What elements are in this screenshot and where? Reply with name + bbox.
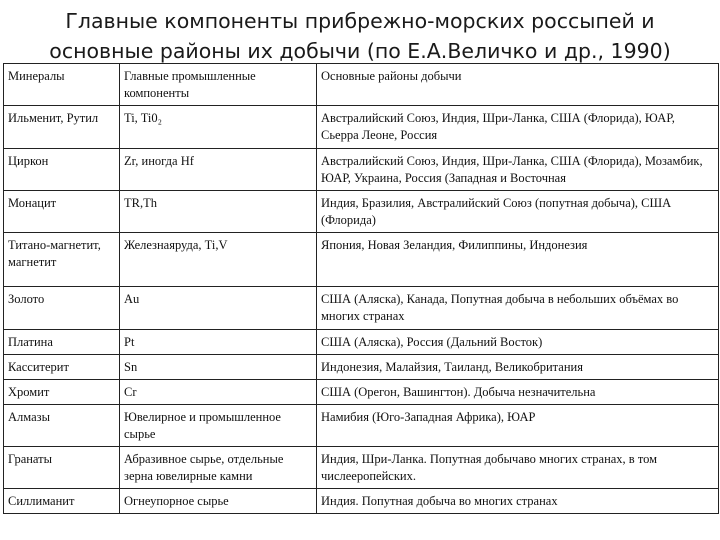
title-line-1: Главные компоненты прибрежно-морских россыпей и bbox=[65, 9, 655, 33]
table-row bbox=[4, 489, 719, 514]
mineral-cell: Платина bbox=[4, 330, 120, 355]
mineral-cell: Хромит bbox=[4, 380, 120, 405]
table-row bbox=[4, 355, 719, 380]
components-cell: Абразивное сырье, отдельные зерна ювелирные камни bbox=[120, 447, 317, 489]
header-cell-regions: Основные районы добычи bbox=[317, 64, 719, 106]
mineral-cell: Гранаты bbox=[4, 447, 120, 489]
regions-cell: Япония, Новая Зеландия, Филиппины, Индонезия bbox=[317, 233, 719, 287]
components-cell: Pt bbox=[120, 330, 317, 355]
regions-cell: Индия. Попутная добыча во многих странах bbox=[317, 489, 719, 514]
regions-cell: США (Аляска), Канада, Попутная добыча в небольших объёмах во многих странах bbox=[317, 287, 719, 330]
components-cell: Au bbox=[120, 287, 317, 330]
table-row bbox=[4, 405, 719, 447]
regions-cell: США (Аляска), Россия (Дальний Восток) bbox=[317, 330, 719, 355]
components-cell: Ti, Ti0₂ bbox=[120, 106, 317, 149]
slide-title bbox=[0, 6, 720, 66]
table-row bbox=[4, 330, 719, 355]
mineral-cell: Силлиманит bbox=[4, 489, 120, 514]
components-cell: Sn bbox=[120, 355, 317, 380]
regions-cell: США (Орегон, Вашингтон). Добыча незначительна bbox=[317, 380, 719, 405]
components-cell: Cr bbox=[120, 380, 317, 405]
mineral-cell: Титано-магнетит, магнетит bbox=[4, 233, 120, 287]
table-row bbox=[4, 380, 719, 405]
table-row bbox=[4, 287, 719, 330]
mineral-cell: Ильменит, Рутил bbox=[4, 106, 120, 149]
header-cell-components: Главные промышленные компоненты bbox=[120, 64, 317, 106]
regions-cell: Намибия (Юго-Западная Африка), ЮАР bbox=[317, 405, 719, 447]
mineral-cell: Алмазы bbox=[4, 405, 120, 447]
components-cell: Zr, иногда Hf bbox=[120, 149, 317, 191]
table-row bbox=[4, 233, 719, 287]
table-row bbox=[4, 106, 719, 149]
mineral-cell: Золото bbox=[4, 287, 120, 330]
mineral-cell: Касситерит bbox=[4, 355, 120, 380]
table-row bbox=[4, 149, 719, 191]
components-cell: TR,Th bbox=[120, 191, 317, 233]
table-row bbox=[4, 191, 719, 233]
table-header-row bbox=[4, 64, 719, 106]
regions-cell: Индия, Шри-Ланка. Попутная добычаво многих странах, в том числееропейских. bbox=[317, 447, 719, 489]
regions-cell: Австралийский Союз, Индия, Шри-Ланка, США (Флорида), ЮАР, Сьерра Леоне, Россия bbox=[317, 106, 719, 149]
table-row bbox=[4, 447, 719, 489]
components-cell: Ювелирное и промышленное сырье bbox=[120, 405, 317, 447]
components-cell: Железнаяруда, Ti,V bbox=[120, 233, 317, 287]
mineral-cell: Циркон bbox=[4, 149, 120, 191]
minerals-table bbox=[3, 63, 719, 514]
regions-cell: Австралийский Союз, Индия, Шри-Ланка, США (Флорида), Мозамбик, ЮАР, Украина, Россия (Западная и Восточная bbox=[317, 149, 719, 191]
title-line-2: основные районы их добычи (по Е.А.Величко и др., 1990) bbox=[49, 39, 671, 63]
components-cell: Огнеупорное сырье bbox=[120, 489, 317, 514]
regions-cell: Индонезия, Малайзия, Таиланд, Великобритания bbox=[317, 355, 719, 380]
regions-cell: Индия, Бразилия, Австралийский Союз (попутная добыча), США (Флорида) bbox=[317, 191, 719, 233]
header-cell-minerals: Минералы bbox=[4, 64, 120, 106]
mineral-cell: Монацит bbox=[4, 191, 120, 233]
